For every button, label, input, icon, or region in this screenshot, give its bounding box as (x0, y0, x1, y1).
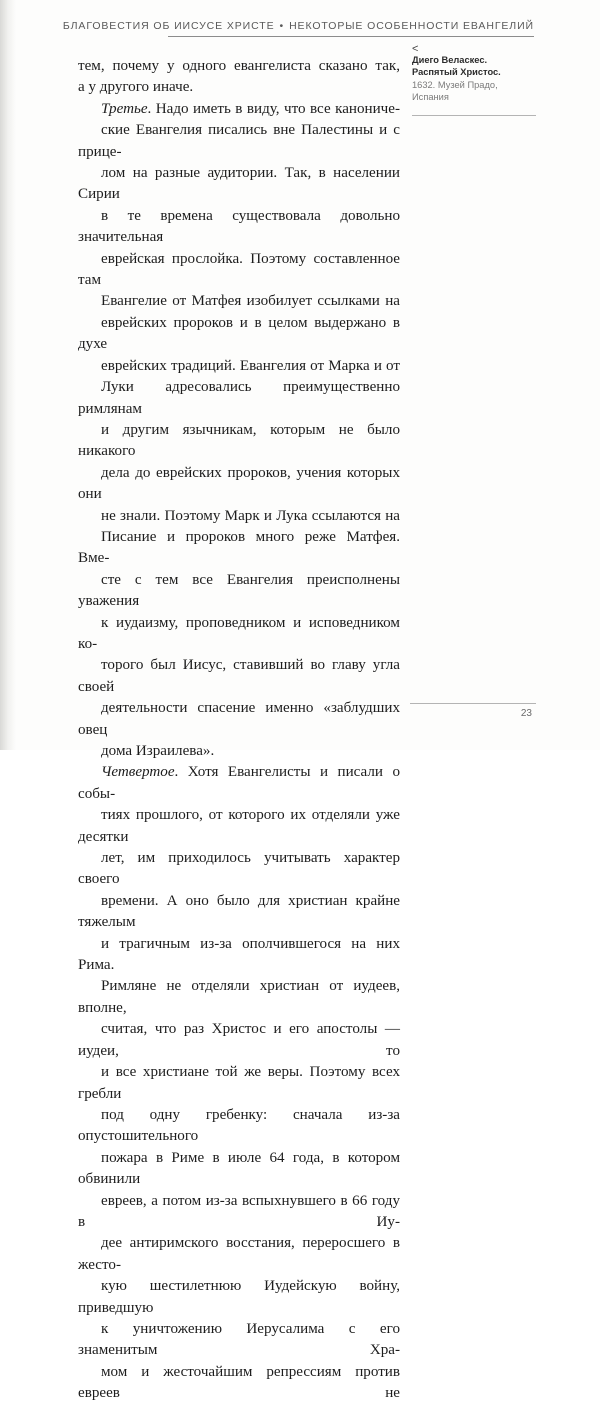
text-line: Евангелие от Матфея изобилует ссылками на (101, 293, 400, 310)
text-line: лом на разные аудитории. Так, в населении Сирии (78, 165, 400, 203)
header-rule (168, 36, 534, 37)
paragraph-continuation (78, 56, 400, 99)
image-caption (412, 44, 536, 104)
body-text (78, 56, 400, 1405)
text-line: торого был Иисус, ставивший во главу угла своей (78, 657, 400, 695)
text-line: не знали. Поэтому Марк и Лука ссылаются на (101, 507, 400, 524)
text-line: дее антиримского восстания, переросшего в жесто- (78, 1235, 400, 1273)
text-line: под одну гребенку: сначала из-за опустошительного (78, 1106, 400, 1145)
text-line: времени. А оно было для христиан крайне тяжелым (78, 892, 400, 931)
text-line: дела до еврейских пророков, учения которых они (78, 464, 400, 503)
running-header-text (63, 20, 534, 32)
text-line: дома Израилева». (101, 743, 215, 759)
paragraph-third (78, 99, 400, 763)
text-line: и трагичным из-за ополчившегося на них Рима. (78, 935, 400, 974)
text-line: мом и жесточайшим репрессиям против евреев не (78, 1363, 400, 1402)
text-line: считая, что раз Христос и его апостолы — иудеи, то (78, 1021, 400, 1059)
chapter-title: НЕКОТОРЫЕ ОСОБЕННОСТИ ЕВАНГЕЛИЙ (289, 20, 534, 32)
text-line: к уничтожению Иерусалима с его знаменитым Хра- (78, 1320, 400, 1359)
caption-title-line: Распятый Христос. (412, 67, 501, 78)
footer-rule (410, 703, 536, 704)
paragraph-lead-rest: . Надо иметь в виду, что все канониче- (147, 100, 400, 117)
caption-title-line: Диего Веласкес. (412, 55, 488, 65)
text-line: и другим язычникам, которым не было никакого (78, 421, 400, 460)
paragraph-fourth (78, 762, 400, 1404)
text-line: тем, почему у одного евангелиста сказано так, (78, 58, 400, 74)
text-line: еврейских традиций. Евангелия от Марка и от (101, 357, 400, 374)
running-header (0, 0, 600, 38)
text-line: и все христиане той же веры. Поэтому всех гребли (78, 1064, 400, 1102)
text-line: кую шестилетнюю Иудейскую войну, приведшую (78, 1278, 400, 1316)
text-line: в те времена существовала довольно значительная (78, 207, 400, 246)
page-number: 23 (520, 708, 532, 719)
caption-info-line: 1632. Музей Прадо, (412, 79, 498, 90)
paragraph-lead-rest: . Хотя Евангелисты и писали о собы- (78, 764, 400, 802)
text-line: Луки адресовались преимущественно римлянам (78, 379, 400, 417)
text-line: тиях прошлого, от которого их отделяли уже десятки (78, 807, 400, 845)
text-line: евреев, а потом из-за вспыхнувшего в 66 году в Иу- (78, 1192, 400, 1230)
text-line: а у другого иначе. (78, 79, 194, 96)
header-separator: • (279, 20, 285, 32)
book-title: БЛАГОВЕСТИЯ ОБ ИИСУСЕ ХРИСТЕ (62, 20, 275, 32)
caption-info-line: Испания (412, 92, 449, 103)
caption-arrow-icon: < (412, 43, 419, 55)
text-line: к иудаизму, проповедником и исповедником ко- (78, 614, 400, 652)
text-line: деятельности спасение именно «заблудших овец (78, 700, 400, 738)
binding-shadow (0, 0, 16, 750)
paragraph-lead-line (78, 99, 400, 120)
text-line: Писание и пророков много реже Матфея. Вме- (78, 528, 400, 567)
text-line: лет, им приходилось учитывать характер своего (78, 850, 400, 888)
text-line: еврейская прослойка. Поэтому составленное там (78, 250, 400, 289)
text-line: ские Евангелия писались вне Палестины и с прице- (78, 122, 400, 160)
caption-rule (412, 115, 536, 116)
paragraph-lead-word: Третье (101, 100, 148, 117)
paragraph-lead-line (78, 762, 400, 805)
text-line: сте с тем все Евангелия преисполнены уважения (78, 571, 400, 610)
text-line: еврейских пророков и в целом выдержано в духе (78, 314, 400, 353)
text-line: Римляне не отделяли христиан от иудеев, вполне, (78, 978, 400, 1016)
text-line: пожара в Риме в июле 64 года, в котором обвинили (78, 1149, 400, 1188)
paragraph-lead-word: Четвертое (101, 764, 175, 781)
